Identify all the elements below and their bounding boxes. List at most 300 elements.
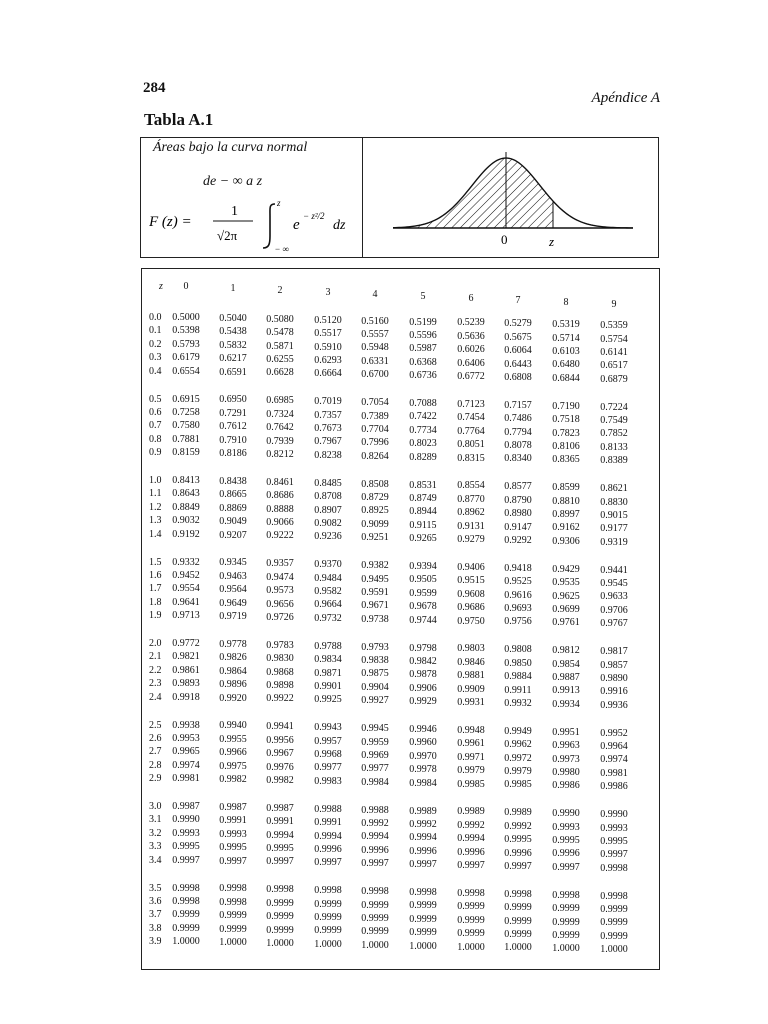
table-cell: 0.9564	[219, 584, 247, 596]
table-cell: 0.6331	[361, 355, 389, 367]
table-cell: 0.8749	[409, 492, 437, 504]
table-cell: 0.8531	[409, 479, 437, 491]
table-cell: 0.9999	[266, 924, 294, 936]
table-cell: 0.7642	[266, 422, 294, 434]
table-cell: 0.8790	[504, 494, 532, 506]
z-row-label: 0.8	[149, 433, 162, 445]
table-cell: 0.8810	[552, 495, 580, 507]
table-cell: 0.9515	[457, 575, 485, 587]
table-cell: 0.6443	[504, 358, 532, 370]
table-cell: 0.9997	[361, 858, 389, 870]
table-cell: 0.9066	[266, 517, 294, 528]
table-cell: 0.9996	[409, 845, 437, 857]
table-cell: 0.6772	[457, 371, 485, 382]
table-cell: 0.5279	[504, 318, 532, 330]
table-cell: 0.9965	[172, 746, 200, 758]
table-cell: 0.9394	[409, 561, 437, 572]
table-cell: 0.8621	[600, 483, 628, 495]
table-cell: 0.9573	[266, 585, 294, 597]
table-cell: 0.7794	[504, 426, 532, 438]
table-cell: 0.9932	[504, 697, 532, 709]
table-cell: 0.9946	[409, 724, 437, 735]
table-cell: 0.9896	[219, 679, 247, 691]
table-cell: 0.5675	[504, 331, 532, 343]
axis-label-zero: 0	[501, 232, 508, 247]
table-cell: 0.7486	[504, 413, 532, 425]
table-cell: 0.9535	[552, 577, 580, 589]
table-cell: 0.9686	[457, 602, 485, 614]
table-cell: 0.6736	[409, 370, 437, 382]
column-header: 2	[277, 285, 283, 296]
table-cell: 0.9996	[314, 843, 342, 855]
table-cell: 0.9984	[409, 777, 437, 789]
table-cell: 0.9973	[552, 753, 580, 765]
table-cell: 0.7764	[457, 425, 485, 437]
column-header: 5	[420, 291, 426, 302]
table-cell: 0.9713	[172, 610, 200, 622]
table-cell: 0.9999	[600, 917, 628, 929]
table-cell: 0.9131	[457, 520, 485, 532]
table-cell: 0.9370	[314, 559, 342, 571]
table-cell: 0.9319	[600, 536, 628, 548]
table-cell: 0.9996	[552, 848, 580, 860]
table-cell: 0.7967	[314, 436, 342, 448]
table-cell: 1.0000	[266, 937, 294, 949]
table-cell: 0.5160	[361, 315, 389, 327]
z-row-label: 0.2	[149, 338, 162, 350]
table-cell: 0.9943	[314, 722, 342, 734]
table-cell: 0.9706	[600, 604, 628, 616]
curve-panel	[363, 138, 659, 257]
table-cell: 0.8159	[172, 447, 200, 459]
z-row-label: 3.2	[149, 827, 162, 839]
table-cell: 0.9999	[219, 910, 247, 922]
formula-lhs: F (z) =	[149, 214, 192, 230]
table-cell: 0.8133	[600, 441, 628, 453]
table-cell: 1.0000	[409, 940, 437, 952]
table-cell: 0.9901	[314, 680, 342, 692]
table-cell: 0.9949	[504, 725, 532, 737]
table-cell: 0.9992	[361, 818, 389, 829]
table-cell: 0.9945	[361, 723, 389, 735]
table-cell: 0.9980	[552, 766, 580, 778]
table-cell: 0.9251	[361, 532, 389, 544]
table-cell: 0.9999	[409, 900, 437, 912]
table-cell: 0.9591	[361, 586, 389, 598]
table-cell: 0.9989	[457, 806, 485, 818]
table-cell: 0.5438	[219, 326, 247, 338]
table-cell: 0.9984	[361, 776, 389, 788]
table-cell: 0.9909	[457, 683, 485, 695]
table-cell: 0.9960	[409, 737, 437, 749]
table-cell: 0.9222	[266, 530, 294, 542]
table-cell: 0.9798	[409, 642, 437, 654]
table-cell: 1.0000	[314, 938, 342, 950]
table-cell: 0.8830	[600, 496, 628, 508]
table-cell: 0.9925	[314, 694, 342, 706]
table-cell: 0.6664	[314, 368, 342, 380]
z-row-label: 2.8	[149, 759, 162, 771]
table-cell: 0.9997	[552, 861, 580, 873]
table-cell: 0.9767	[600, 618, 628, 630]
z-row-label: 2.2	[149, 664, 162, 676]
table-cell: 0.9967	[266, 748, 294, 760]
z-row-label: 1.8	[149, 596, 162, 608]
z-row-label: 3.8	[149, 922, 162, 934]
table-cell: 0.9418	[504, 562, 532, 574]
table-cell: 0.9977	[361, 763, 389, 775]
table-cell: 1.0000	[457, 941, 485, 953]
table-cell: 0.7518	[552, 414, 580, 426]
table-cell: 0.9955	[219, 733, 247, 745]
table-cell: 0.5000	[172, 312, 200, 323]
table-cell: 0.9975	[219, 760, 247, 772]
table-cell: 0.9993	[172, 827, 200, 839]
normal-table	[141, 268, 660, 970]
table-cell: 0.9936	[600, 699, 628, 711]
table-cell: 0.8461	[266, 476, 294, 488]
column-header: 0	[183, 281, 189, 292]
table-cell: 0.9788	[314, 640, 342, 652]
table-cell: 0.9744	[409, 614, 437, 626]
table-cell: 0.9997	[172, 854, 200, 866]
table-cell: 0.5040	[219, 312, 247, 324]
table-cell: 0.9474	[266, 571, 294, 583]
table-cell: 0.9999	[314, 912, 342, 923]
table-cell: 0.9761	[552, 617, 580, 629]
table-header-box	[140, 137, 659, 258]
table-cell: 0.9951	[552, 726, 580, 738]
z-row-label: 3.1	[149, 814, 162, 826]
table-cell: 0.8708	[314, 491, 342, 503]
table-cell: 0.9987	[172, 801, 200, 812]
table-cell: 0.9357	[266, 558, 294, 570]
table-cell: 1.0000	[600, 944, 628, 956]
table-cell: 0.8643	[172, 488, 200, 500]
table-cell: 0.9871	[314, 667, 342, 679]
table-cell: 0.9978	[409, 764, 437, 776]
table-cell: 0.9441	[600, 564, 628, 576]
table-cell: 0.9906	[409, 682, 437, 694]
table-cell: 0.9989	[409, 805, 437, 817]
z-row-label: 3.5	[149, 882, 162, 894]
table-cell: 0.9918	[172, 691, 200, 703]
z-row-label: 2.6	[149, 732, 162, 744]
table-cell: 0.9608	[457, 588, 485, 600]
table-cell: 0.9545	[600, 578, 628, 589]
table-title: Tabla A.1	[144, 110, 214, 129]
table-cell: 0.9864	[219, 665, 247, 677]
table-cell: 0.6480	[552, 359, 580, 371]
column-header: 7	[515, 295, 521, 306]
table-cell: 0.9525	[504, 576, 532, 588]
table-cell: 0.9999	[552, 903, 580, 915]
table-cell: 0.5120	[314, 314, 342, 326]
z-row-label: 0.5	[149, 393, 162, 405]
table-cell: 0.9999	[457, 928, 485, 940]
table-cell: 0.9898	[266, 680, 294, 691]
table-cell: 0.6368	[409, 356, 437, 368]
table-cell: 0.5199	[409, 316, 437, 328]
table-cell: 0.9699	[552, 603, 580, 615]
table-cell: 0.9999	[552, 929, 580, 941]
table-cell: 0.9996	[361, 844, 389, 856]
table-cell: 0.6293	[314, 354, 342, 366]
table-cell: 0.5832	[219, 339, 247, 351]
table-cell: 0.7054	[361, 397, 389, 409]
table-cell: 0.7910	[219, 434, 247, 446]
page-number: 284	[143, 80, 166, 96]
table-cell: 0.5754	[600, 333, 628, 345]
table-cell: 0.9988	[314, 803, 342, 815]
table-cell: 0.9998	[600, 890, 628, 902]
table-cell: 0.9970	[409, 750, 437, 762]
table-cell: 0.6179	[172, 352, 200, 364]
table-cell: 0.9664	[314, 599, 342, 611]
table-cell: 0.9934	[552, 698, 580, 710]
normal-curve-diagram	[363, 138, 659, 258]
table-cell: 0.9920	[219, 692, 247, 704]
table-cell: 0.9938	[172, 719, 200, 731]
table-cell: 0.9956	[266, 734, 294, 746]
table-cell: 0.7454	[457, 412, 485, 424]
table-cell: 0.9846	[457, 656, 485, 668]
table-cell: 0.9996	[504, 847, 532, 859]
z-row-label: 3.9	[149, 936, 162, 948]
table-cell: 0.9995	[552, 835, 580, 846]
table-cell: 0.9049	[219, 516, 247, 528]
table-cell: 0.9452	[172, 569, 200, 581]
z-row-label: 1.6	[149, 569, 162, 581]
table-cell: 0.9983	[314, 775, 342, 787]
table-cell: 0.9982	[219, 774, 247, 785]
table-cell: 0.9985	[504, 779, 532, 791]
table-cell: 0.6915	[172, 393, 200, 405]
table-cell: 0.7852	[600, 428, 628, 440]
table-cell: 0.9115	[409, 519, 437, 531]
table-cell: 0.9793	[361, 641, 389, 653]
table-cell: 0.9671	[361, 600, 389, 612]
table-cell: 0.9999	[361, 899, 389, 911]
table-cell: 0.7612	[219, 421, 247, 433]
table-cell: 0.9991	[314, 817, 342, 829]
table-cell: 0.9656	[266, 598, 294, 610]
table-cell: 0.9857	[600, 659, 628, 671]
z-row-label: 2.5	[149, 719, 162, 731]
table-cell: 0.6026	[457, 344, 485, 356]
z-row-label: 2.9	[149, 773, 162, 785]
table-cell: 0.9986	[600, 781, 628, 793]
table-cell: 1.0000	[219, 937, 247, 948]
table-cell: 0.9207	[219, 529, 247, 541]
table-cell: 0.9495	[361, 573, 389, 585]
table-cell: 0.9834	[314, 654, 342, 666]
z-row-label: 1.5	[149, 556, 162, 568]
z-row-label: 3.6	[149, 895, 162, 907]
z-row-label: 0.3	[149, 352, 162, 364]
table-cell: 0.9997	[457, 860, 485, 871]
table-cell: 0.9345	[219, 557, 247, 569]
table-cell: 0.5319	[552, 319, 580, 331]
z-row-label: 0.9	[149, 447, 162, 459]
table-cell: 0.9998	[172, 882, 200, 894]
table-cell: 1.0000	[504, 942, 532, 954]
column-header: 3	[325, 287, 331, 298]
table-cell: 0.9979	[457, 765, 485, 777]
table-cell: 0.9830	[266, 653, 294, 665]
table-cell: 0.9987	[266, 802, 294, 814]
z-row-label: 0.4	[149, 365, 162, 377]
table-cell: 0.9948	[457, 724, 485, 736]
table-cell: 0.5596	[409, 329, 437, 341]
table-cell: 0.8438	[219, 475, 247, 487]
table-cell: 0.9957	[314, 735, 342, 747]
table-cell: 0.9887	[552, 672, 580, 683]
table-cell: 0.9998	[504, 888, 532, 900]
z-row-label: 1.7	[149, 583, 162, 595]
table-cell: 0.7673	[314, 423, 342, 434]
table-cell: 0.9927	[361, 695, 389, 707]
formula-lower-limit: − ∞	[275, 244, 289, 254]
integral-sign-icon	[263, 204, 275, 248]
table-cell: 0.9406	[457, 561, 485, 573]
table-cell: 0.8944	[409, 506, 437, 518]
z-row-label: 0.7	[149, 420, 162, 432]
table-cell: 0.9719	[219, 611, 247, 622]
table-cell: 0.8997	[552, 509, 580, 520]
table-cell: 0.6217	[219, 353, 247, 365]
table-cell: 0.7324	[266, 408, 294, 420]
table-cell: 0.9998	[219, 883, 247, 895]
table-cell: 0.9966	[219, 747, 247, 759]
table-cell: 0.9649	[219, 597, 247, 609]
formula-exponent: − z²/2	[303, 211, 325, 221]
table-cell: 0.9812	[552, 645, 580, 657]
table-cell: 0.9732	[314, 612, 342, 624]
column-header: 4	[372, 289, 378, 300]
formula-denominator: √2π	[217, 228, 238, 243]
table-cell: 0.9982	[266, 774, 294, 786]
table-cell: 0.9236	[314, 531, 342, 543]
table-cell: 0.9968	[314, 749, 342, 760]
running-head: Apéndice A	[591, 90, 660, 106]
table-cell: 0.5871	[266, 340, 294, 352]
table-cell: 0.7224	[600, 401, 628, 413]
table-cell: 0.7088	[409, 398, 437, 409]
table-cell: 0.9850	[504, 657, 532, 669]
formula-differential: dz	[333, 218, 346, 233]
table-cell: 0.7258	[172, 406, 200, 418]
table-cell: 0.8186	[219, 448, 247, 459]
table-cell: 0.9554	[172, 583, 200, 595]
table-cell: 0.9990	[172, 814, 200, 826]
table-cell: 0.9875	[361, 668, 389, 680]
table-cell: 0.9971	[457, 751, 485, 763]
table-cell: 0.9678	[409, 601, 437, 613]
z-row-label: 2.7	[149, 746, 162, 758]
table-cell: 0.6985	[266, 395, 294, 407]
table-cell: 0.9974	[172, 759, 200, 771]
table-cell: 0.9999	[361, 912, 389, 924]
table-cell: 0.9989	[504, 807, 532, 819]
table-cell: 0.9997	[219, 855, 247, 867]
table-cell: 0.8340	[504, 453, 532, 465]
table-cell: 0.9999	[172, 909, 200, 921]
z-row-label: 0.6	[149, 406, 162, 418]
z-row-label: 2.0	[149, 638, 162, 649]
z-row-label: 0.1	[149, 325, 162, 337]
table-cell: 0.8980	[504, 508, 532, 520]
table-cell: 0.9979	[504, 766, 532, 777]
table-cell: 0.9032	[172, 515, 200, 527]
table-cell: 0.9998	[409, 887, 437, 898]
table-cell: 0.5359	[600, 320, 628, 332]
table-cell: 0.9726	[266, 611, 294, 623]
table-cell: 0.9998	[219, 896, 247, 908]
table-cell: 0.9913	[552, 685, 580, 697]
table-cell: 0.5714	[552, 332, 580, 344]
column-header: 9	[611, 299, 617, 310]
table-cell: 0.6950	[219, 394, 247, 406]
table-cell: 0.9306	[552, 535, 580, 547]
table-cell: 0.7389	[361, 410, 389, 422]
table-cell: 0.9162	[552, 522, 580, 534]
table-cell: 0.9999	[314, 898, 342, 910]
table-cell: 0.9993	[600, 822, 628, 834]
table-cell: 0.8289	[409, 451, 437, 463]
table-cell: 0.9994	[314, 830, 342, 842]
table-cell: 0.9964	[600, 741, 628, 752]
table-cell: 0.9916	[600, 686, 628, 698]
table-cell: 0.9999	[457, 914, 485, 926]
table-cell: 0.9429	[552, 563, 580, 575]
table-cell: 0.9082	[314, 517, 342, 529]
table-cell: 0.5398	[172, 325, 200, 337]
table-cell: 0.9994	[457, 833, 485, 845]
formula-integrand: e	[293, 217, 300, 233]
table-cell: 0.9999	[600, 930, 628, 942]
z-row-label: 3.4	[149, 854, 162, 866]
table-cell: 0.9192	[172, 528, 200, 540]
table-cell: 0.7019	[314, 396, 342, 408]
table-cell: 0.9177	[600, 523, 628, 535]
table-cell: 0.9099	[361, 518, 389, 530]
table-cell: 0.9995	[266, 843, 294, 854]
table-cell: 0.8315	[457, 452, 485, 464]
table-cell: 0.9990	[600, 809, 628, 821]
table-cell: 0.9808	[504, 644, 532, 656]
column-header: 1	[230, 283, 236, 294]
table-cell: 0.8869	[219, 502, 247, 514]
z-row-label: 2.3	[149, 678, 162, 690]
table-cell: 0.9750	[457, 615, 485, 627]
table-cell: 0.9977	[314, 762, 342, 774]
table-cell: 0.8907	[314, 504, 342, 516]
table-cell: 0.5478	[266, 327, 294, 339]
table-cell: 0.9999	[552, 916, 580, 928]
shaded-area	[393, 158, 553, 228]
table-cell: 0.5080	[266, 313, 294, 325]
formula-panel	[141, 138, 363, 257]
table-cell: 0.9994	[266, 829, 294, 841]
table-cell: 0.8729	[361, 492, 389, 503]
table-cell: 0.7881	[172, 433, 200, 445]
table-cell: 0.9641	[172, 596, 200, 608]
formula-numerator: 1	[231, 204, 238, 219]
table-cell: 0.7157	[504, 399, 532, 411]
table-cell: 0.5557	[361, 329, 389, 340]
table-cell: 0.9738	[361, 613, 389, 625]
